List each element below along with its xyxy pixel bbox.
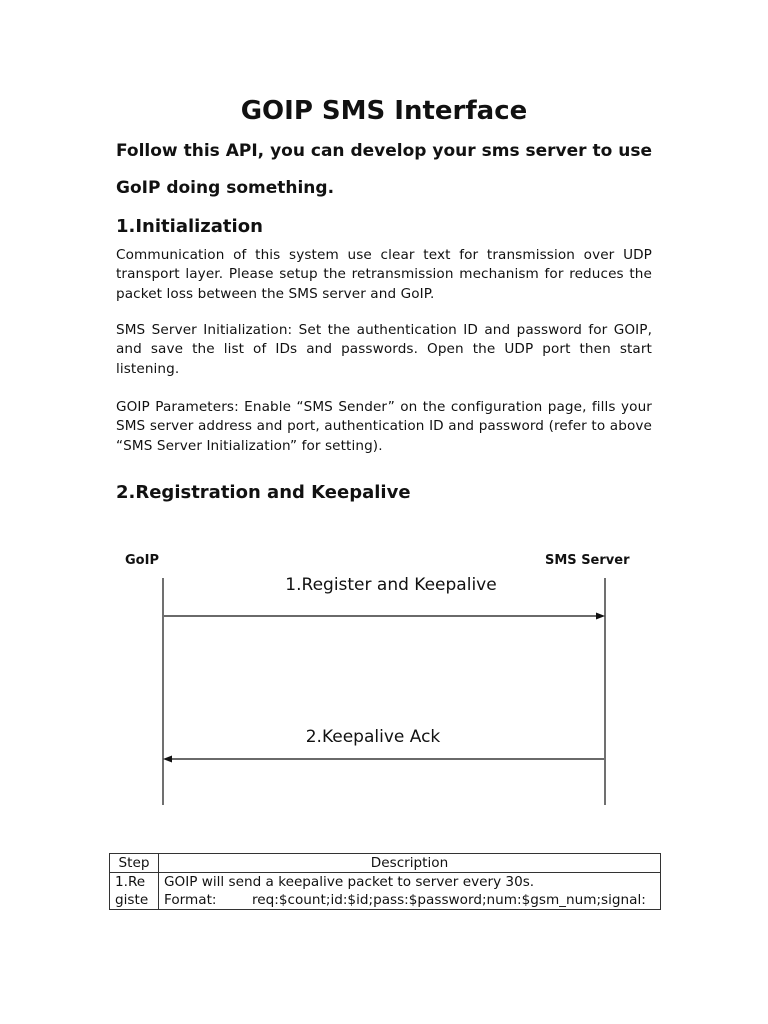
section-heading-initialization: 1.Initialization: [116, 216, 263, 237]
arrow-right-head: [596, 613, 605, 620]
message-ack-label: 2.Keepalive Ack: [305, 727, 441, 747]
actor-sms-server-label: SMS Server: [545, 553, 630, 568]
table-row: [110, 873, 661, 910]
format-label: Format:: [164, 892, 217, 908]
step-text-line-1: 1.Re: [115, 874, 146, 890]
step-text-line-2: giste: [115, 892, 149, 908]
intro-line-2: GoIP doing something.: [116, 178, 335, 198]
message-register-label: 1.Register and Keepalive: [285, 575, 497, 595]
description-line-1: GOIP will send a keepalive packet to server every 30s.: [164, 874, 535, 890]
paragraph-goip-params: GOIP Parameters: Enable “SMS Sender” on the configuration page, fills your SMS server address and port, authentication ID and password (refer to above “SMS Server Initialization” for setting).: [116, 399, 652, 454]
section-heading-registration: 2.Registration and Keepalive: [116, 482, 411, 503]
description-format-line: [164, 891, 655, 909]
intro-line-1: Follow this API, you can develop your sms server to use: [116, 141, 652, 161]
header-description: Description: [159, 854, 661, 873]
paragraph-server-init: SMS Server Initialization: Set the authentication ID and password for GOIP, and save the list of IDs and passwords. Open the UDP port then start listening.: [116, 322, 652, 377]
actor-goip-label: GoIP: [125, 553, 159, 568]
page-title: GOIP SMS Interface: [240, 96, 528, 126]
sequence-diagram: [0, 540, 768, 820]
step-cell: [110, 873, 159, 910]
paragraph-communication: Communication of this system use clear text for transmission over UDP transport layer. Please setup the retransmission mechanism for reduces the packet loss between the SMS server and GoIP.: [116, 247, 652, 302]
steps-table: [109, 853, 661, 910]
format-value: req:$count;id:$id;pass:$password;num:$gsm_num;signal:: [252, 892, 646, 908]
table-header-row: [110, 854, 661, 873]
arrow-left-head: [163, 756, 172, 763]
header-step: Step: [110, 854, 159, 873]
description-cell: [159, 873, 661, 910]
